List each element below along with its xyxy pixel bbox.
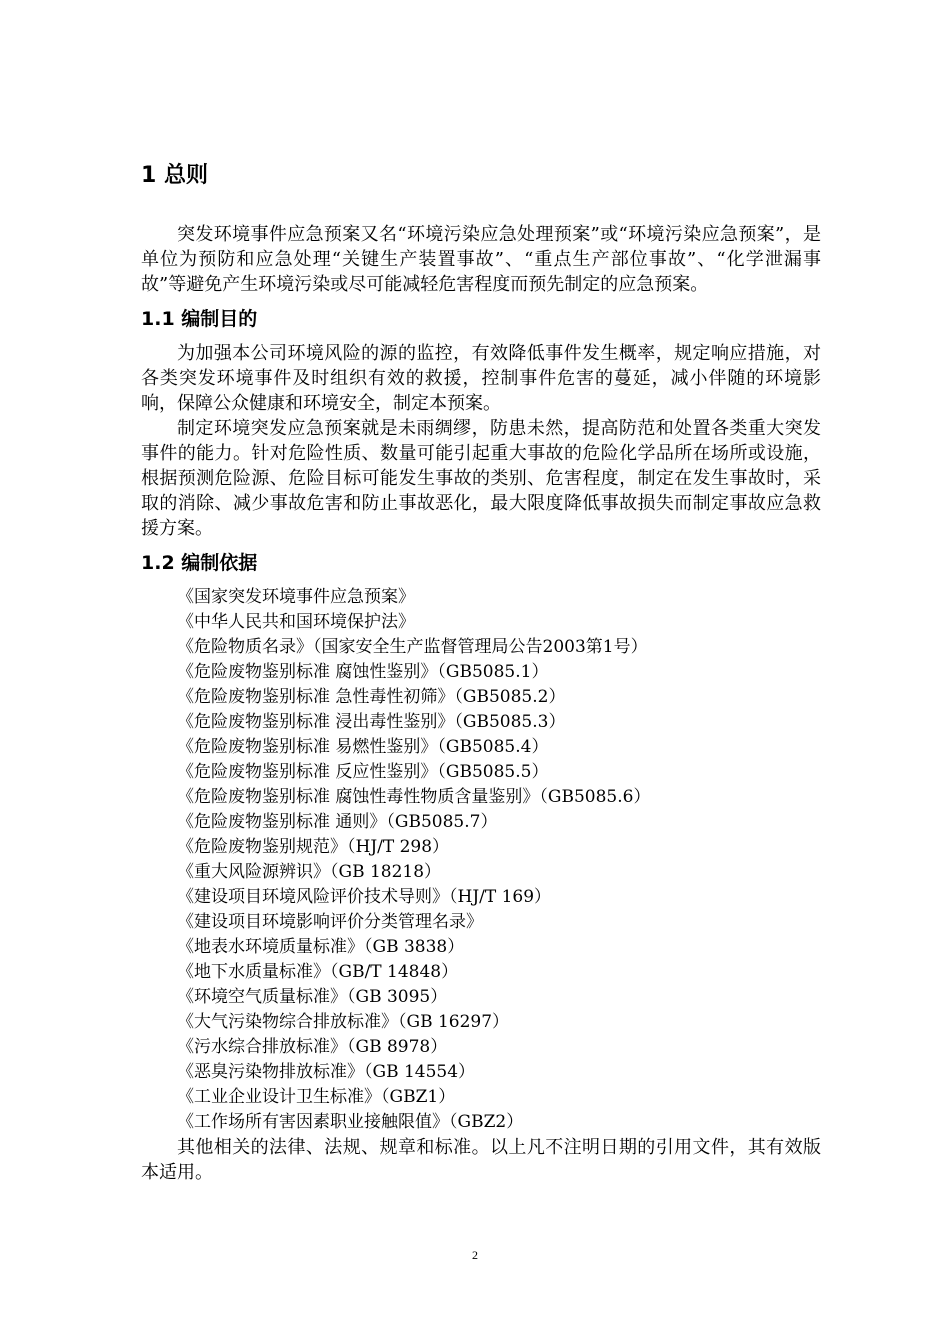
reference-item: 《建设项目环境风险评价技术导则》（HJ/T 169） bbox=[177, 887, 552, 907]
section-1-1-heading: 1.1 编制目的 bbox=[141, 308, 258, 330]
reference-item: 《恶臭污染物排放标准》（GB 14554） bbox=[177, 1062, 476, 1082]
reference-item: 《危险废物鉴别规范》（HJ/T 298） bbox=[177, 837, 450, 857]
section-1-2-heading: 1.2 编制依据 bbox=[141, 552, 258, 574]
page-number: 2 bbox=[472, 1248, 478, 1262]
reference-item: 《危险废物鉴别标准 浸出毒性鉴别》（GB5085.3） bbox=[177, 712, 566, 732]
purpose-paragraph-1: 为加强本公司环境风险的源的监控，有效降低事件发生概率，规定响应措施，对各类突发环境事件及时组织有效的救援，控制事件危害的蔓延，减小伴随的环境影响，保障公众健康和环境安全，制定本预案。 bbox=[141, 343, 821, 414]
reference-item: 《危险废物鉴别标准 腐蚀性毒性物质含量鉴别》（GB5085.6） bbox=[177, 787, 651, 807]
reference-item: 《重大风险源辨识》（GB 18218） bbox=[177, 862, 442, 882]
reference-item: 《地表水环境质量标准》（GB 3838） bbox=[177, 937, 465, 957]
reference-item: 《中华人民共和国环境保护法》 bbox=[177, 612, 415, 632]
reference-list bbox=[141, 585, 821, 1135]
reference-item: 《危险物质名录》（国家安全生产监督管理局公告2003第1号） bbox=[177, 637, 648, 657]
reference-item: 《污水综合排放标准》（GB 8978） bbox=[177, 1037, 448, 1057]
reference-item: 《危险废物鉴别标准 易燃性鉴别》（GB5085.4） bbox=[177, 737, 549, 757]
reference-item: 《工业企业设计卫生标准》（GBZ1） bbox=[177, 1087, 456, 1107]
reference-item: 《危险废物鉴别标准 反应性鉴别》（GB5085.5） bbox=[177, 762, 549, 782]
reference-item: 《危险废物鉴别标准 腐蚀性鉴别》（GB5085.1） bbox=[177, 662, 549, 682]
reference-item: 《大气污染物综合排放标准》（GB 16297） bbox=[177, 1012, 510, 1032]
reference-item: 《危险废物鉴别标准 通则》（GB5085.7） bbox=[177, 812, 498, 832]
page-content bbox=[141, 160, 821, 1185]
reference-item: 《地下水质量标准》（GB/T 14848） bbox=[177, 962, 459, 982]
closing-paragraph: 其他相关的法律、法规、规章和标准。以上凡不注明日期的引用文件，其有效版本适用。 bbox=[141, 1137, 821, 1183]
reference-item: 《工作场所有害因素职业接触限值》（GBZ2） bbox=[177, 1112, 524, 1132]
reference-item: 《建设项目环境影响评价分类管理名录》 bbox=[177, 912, 483, 932]
purpose-paragraph-2: 制定环境突发应急预案就是未雨绸缪，防患未然，提高防范和处置各类重大突发事件的能力。针对危险性质、数量可能引起重大事故的危险化学品所在场所或设施，根据预测危险源、危险目标可能发生事故的类别、危害程度，制定在发生事故时，采取的消除、减少事故危害和防止事故恶化，最大限度降低事故损失而制定事故应急救援方案。 bbox=[141, 418, 821, 539]
section-1-intro-paragraph: 突发环境事件应急预案又名“环境污染应急处理预案”或“环境污染应急预案”，是单位为预防和应急处理“关键生产装置事故”、“重点生产部位事故”、“化学泄漏事故”等避免产生环境污染或尽可能减轻危害程度而预先制定的应急预案。 bbox=[141, 224, 821, 295]
reference-item: 《国家突发环境事件应急预案》 bbox=[177, 587, 415, 607]
section-1-heading: 1 总则 bbox=[141, 163, 208, 188]
reference-item: 《危险废物鉴别标准 急性毒性初筛》（GB5085.2） bbox=[177, 687, 566, 707]
reference-item: 《环境空气质量标准》（GB 3095） bbox=[177, 987, 448, 1007]
